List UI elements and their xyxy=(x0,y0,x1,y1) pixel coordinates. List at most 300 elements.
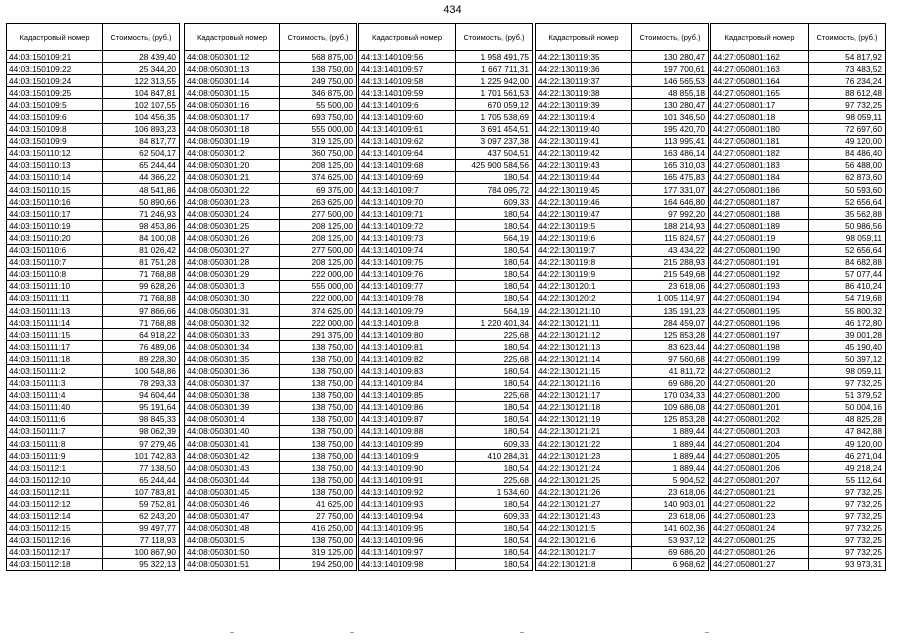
table-row xyxy=(185,280,357,292)
table-row xyxy=(359,546,533,558)
cost-cell: 180,54 xyxy=(456,413,533,425)
cost-cell: 48 825,28 xyxy=(809,413,886,425)
cost-cell: 71 246,93 xyxy=(103,208,180,220)
cadastral-number-cell: 44:13:140109:84 xyxy=(359,377,456,389)
cost-cell: 425 900 584,56 xyxy=(456,159,533,171)
table-row xyxy=(536,510,709,522)
cadastral-number-cell: 44:08:050301:35 xyxy=(185,353,280,365)
cost-cell: 222 000,00 xyxy=(280,268,357,280)
table-row xyxy=(536,63,709,75)
cadastral-number-cell: 44:22:130121:12 xyxy=(536,329,632,341)
cadastral-number-cell: 44:08:050301:44 xyxy=(185,474,280,486)
cadastral-number-cell: 44:13:140109:87 xyxy=(359,413,456,425)
table-row xyxy=(359,474,533,486)
cadastral-number-cell: 44:03:150109:25 xyxy=(7,87,103,99)
cost-cell: 170 034,33 xyxy=(632,389,709,401)
cadastral-number-cell: 44:08:050301:3 xyxy=(185,280,280,292)
cadastral-number-cell: 44:13:140109:96 xyxy=(359,534,456,546)
table-row xyxy=(359,280,533,292)
table-row xyxy=(185,159,357,171)
cost-cell: 1 889,44 xyxy=(632,425,709,437)
table-row xyxy=(536,147,709,159)
cadastral-number-cell: 44:13:140109:78 xyxy=(359,292,456,304)
cadastral-number-cell: 44:22:130120:1 xyxy=(536,280,632,292)
cadastral-number-cell: 44:08:050301:31 xyxy=(185,304,280,316)
table-row xyxy=(536,389,709,401)
cost-cell: 53 937,12 xyxy=(632,534,709,546)
cadastral-number-cell: 44:22:130119:38 xyxy=(536,87,632,99)
table-row xyxy=(711,534,886,546)
table-row xyxy=(7,232,180,244)
table-row xyxy=(359,317,533,329)
cadastral-number-cell: 44:08:050301:29 xyxy=(185,268,280,280)
cost-cell: 62 504,17 xyxy=(103,147,180,159)
table-row xyxy=(359,292,533,304)
cost-cell: 437 504,51 xyxy=(456,147,533,159)
cost-cell: 225,68 xyxy=(456,353,533,365)
cadastral-number-cell: 44:22:130121:17 xyxy=(536,389,632,401)
table-row xyxy=(185,196,357,208)
cadastral-number-cell: 44:27:050801:198 xyxy=(711,341,809,353)
cost-cell: 76 234,24 xyxy=(809,75,886,87)
table-row xyxy=(359,232,533,244)
table-row xyxy=(536,87,709,99)
cadastral-number-cell: 44:27:050801:23 xyxy=(711,510,809,522)
cost-cell: 208 125,00 xyxy=(280,220,357,232)
cadastral-number-cell: 44:03:150110:6 xyxy=(7,244,103,256)
cost-cell: 263 625,00 xyxy=(280,196,357,208)
cost-cell: 97 732,25 xyxy=(809,377,886,389)
cadastral-number-cell: 44:13:140109:85 xyxy=(359,389,456,401)
table-row xyxy=(185,111,357,123)
cost-cell: 180,54 xyxy=(456,498,533,510)
cadastral-number-cell: 44:22:130121:5 xyxy=(536,522,632,534)
table-row xyxy=(185,425,357,437)
table-row xyxy=(711,377,886,389)
cadastral-number-cell: 44:13:140109:72 xyxy=(359,220,456,232)
table-row xyxy=(185,123,357,135)
table-row xyxy=(359,365,533,377)
cost-cell: 69 375,00 xyxy=(280,184,357,196)
cadastral-number-cell: 44:27:050801:17 xyxy=(711,99,809,111)
cadastral-number-cell: 44:22:130121:7 xyxy=(536,546,632,558)
table-row xyxy=(359,425,533,437)
cadastral-number-cell: 44:27:050801:162 xyxy=(711,51,809,63)
table-row xyxy=(536,304,709,316)
cadastral-number-cell: 44:08:050301:34 xyxy=(185,341,280,353)
table-row xyxy=(711,256,886,268)
cost-cell: 180,54 xyxy=(456,280,533,292)
table-row xyxy=(7,462,180,474)
table-row xyxy=(359,244,533,256)
cadastral-number-cell: 44:08:050301:43 xyxy=(185,462,280,474)
cadastral-number-cell: 44:27:050801:19 xyxy=(711,232,809,244)
cadastral-number-cell: 44:08:050301:13 xyxy=(185,63,280,75)
cadastral-number-cell: 44:13:140109:92 xyxy=(359,486,456,498)
table-row xyxy=(536,196,709,208)
table-row xyxy=(359,63,533,75)
cost-cell: 180,54 xyxy=(456,377,533,389)
cost-cell: 54 817,92 xyxy=(809,51,886,63)
table-row xyxy=(711,413,886,425)
cost-cell: 101 346,50 xyxy=(632,111,709,123)
cadastral-number-cell: 44:27:050801:193 xyxy=(711,280,809,292)
table-row xyxy=(536,365,709,377)
cadastral-number-cell: 44:27:050801:203 xyxy=(711,425,809,437)
cadastral-number-cell: 44:22:130119:6 xyxy=(536,232,632,244)
cadastral-number-cell: 44:13:140109:8 xyxy=(359,317,456,329)
table-row xyxy=(711,401,886,413)
cadastral-number-cell: 44:03:150112:18 xyxy=(7,558,103,570)
cadastral-number-cell: 44:22:130119:7 xyxy=(536,244,632,256)
cadastral-number-cell: 44:08:050301:14 xyxy=(185,75,280,87)
cost-cell: 49 120,00 xyxy=(809,135,886,147)
cost-cell: 138 750,00 xyxy=(280,401,357,413)
cost-cell: 99 628,26 xyxy=(103,280,180,292)
cadastral-number-cell: 44:22:130121:14 xyxy=(536,353,632,365)
cost-cell: 95 322,13 xyxy=(103,558,180,570)
cadastral-number-cell: 44:08:050301:25 xyxy=(185,220,280,232)
cadastral-number-cell: 44:13:140109:62 xyxy=(359,135,456,147)
cadastral-number-cell: 44:27:050801:18 xyxy=(711,111,809,123)
cadastral-number-cell: 44:22:130119:9 xyxy=(536,268,632,280)
cost-cell: 72 697,60 xyxy=(809,123,886,135)
table-row xyxy=(359,208,533,220)
table-row xyxy=(7,498,180,510)
table-row xyxy=(711,510,886,522)
cost-cell: 1 889,44 xyxy=(632,450,709,462)
cadastral-number-cell: 44:22:130121:26 xyxy=(536,486,632,498)
table-row xyxy=(536,75,709,87)
cadastral-number-cell: 44:27:050801:24 xyxy=(711,522,809,534)
table-row xyxy=(359,304,533,316)
cost-cell: 23 618,06 xyxy=(632,280,709,292)
cost-cell: 76 489,06 xyxy=(103,341,180,353)
cadastral-number-cell: 44:03:150110:14 xyxy=(7,171,103,183)
cadastral-number-cell: 44:13:140109:68 xyxy=(359,159,456,171)
cost-cell: 69 686,20 xyxy=(632,377,709,389)
table-row xyxy=(711,87,886,99)
table-row xyxy=(7,389,180,401)
table-row xyxy=(7,111,180,123)
table-row xyxy=(185,546,357,558)
table-row xyxy=(7,87,180,99)
cadastral-number-cell: 44:13:140109:73 xyxy=(359,232,456,244)
table-row xyxy=(359,75,533,87)
cadastral-number-cell: 44:08:050301:37 xyxy=(185,377,280,389)
table-row xyxy=(711,196,886,208)
cost-cell: 97 732,25 xyxy=(809,522,886,534)
cost-cell: 56 488,00 xyxy=(809,159,886,171)
table-row xyxy=(711,389,886,401)
table-row xyxy=(359,377,533,389)
cadastral-number-cell: 44:03:150111:11 xyxy=(7,292,103,304)
cost-cell: 97 560,68 xyxy=(632,353,709,365)
cost-cell: 62 873,60 xyxy=(809,171,886,183)
cadastral-number-cell: 44:13:140109:79 xyxy=(359,304,456,316)
cadastral-number-cell: 44:08:050301:2 xyxy=(185,147,280,159)
cadastral-number-cell: 44:03:150111:17 xyxy=(7,341,103,353)
cadastral-number-cell: 44:13:140109:57 xyxy=(359,63,456,75)
cadastral-number-cell: 44:08:050301:19 xyxy=(185,135,280,147)
cost-cell: 360 750,00 xyxy=(280,147,357,159)
table-row xyxy=(185,353,357,365)
cadastral-number-cell: 44:13:140109:90 xyxy=(359,462,456,474)
table-row xyxy=(359,486,533,498)
cadastral-number-cell: 44:22:130121:18 xyxy=(536,401,632,413)
cadastral-number-cell: 44:08:050301:24 xyxy=(185,208,280,220)
cadastral-number-cell: 44:27:050801:205 xyxy=(711,450,809,462)
cost-cell: 73 483,52 xyxy=(809,63,886,75)
cadastral-number-cell: 44:03:150111:14 xyxy=(7,317,103,329)
cost-cell: 104 456,35 xyxy=(103,111,180,123)
cost-cell: 86 410,24 xyxy=(809,280,886,292)
cost-cell: 3 097 237,38 xyxy=(456,135,533,147)
table-row xyxy=(185,341,357,353)
cost-cell: 81 751,28 xyxy=(103,256,180,268)
cadastral-number-cell: 44:27:050801:189 xyxy=(711,220,809,232)
cadastral-number-cell: 44:27:050801:184 xyxy=(711,171,809,183)
table-row xyxy=(711,268,886,280)
cadastral-number-cell: 44:27:050801:202 xyxy=(711,413,809,425)
cost-cell: 215 288,93 xyxy=(632,256,709,268)
table-row xyxy=(711,474,886,486)
cost-cell: 48 855,18 xyxy=(632,87,709,99)
cadastral-number-cell: 44:03:150112:10 xyxy=(7,474,103,486)
cadastral-number-cell: 44:03:150112:15 xyxy=(7,522,103,534)
cost-cell: 180,54 xyxy=(456,558,533,570)
cadastral-number-cell: 44:22:130119:43 xyxy=(536,159,632,171)
cost-cell: 97 732,25 xyxy=(809,99,886,111)
cadastral-table-5 xyxy=(710,23,886,571)
table-row xyxy=(7,401,180,413)
cadastral-number-cell: 44:08:050301:26 xyxy=(185,232,280,244)
table-row xyxy=(185,498,357,510)
cadastral-number-cell: 44:22:130121:8 xyxy=(536,558,632,570)
cadastral-number-cell: 44:13:140109:59 xyxy=(359,87,456,99)
cost-cell: 98 059,11 xyxy=(809,111,886,123)
table-row xyxy=(536,522,709,534)
cadastral-number-cell: 44:22:130119:37 xyxy=(536,75,632,87)
cadastral-number-cell: 44:22:130121:15 xyxy=(536,365,632,377)
cost-cell: 138 750,00 xyxy=(280,486,357,498)
cadastral-number-cell: 44:27:050801:197 xyxy=(711,329,809,341)
cadastral-number-cell: 44:27:050801:165 xyxy=(711,87,809,99)
cost-cell: 140 903,01 xyxy=(632,498,709,510)
table-row xyxy=(536,486,709,498)
cadastral-number-cell: 44:27:050801:180 xyxy=(711,123,809,135)
table-row xyxy=(359,341,533,353)
cadastral-number-cell: 44:08:050301:42 xyxy=(185,450,280,462)
table-row xyxy=(536,159,709,171)
cost-cell: 319 125,00 xyxy=(280,135,357,147)
cadastral-number-cell: 44:03:150111:40 xyxy=(7,401,103,413)
header-cost: Стоимость, (руб.) xyxy=(456,24,533,51)
cadastral-number-cell: 44:22:130121:11 xyxy=(536,317,632,329)
cost-cell: 49 218,24 xyxy=(809,462,886,474)
cadastral-number-cell: 44:13:140109:91 xyxy=(359,474,456,486)
table-row xyxy=(7,474,180,486)
cost-cell: 1 958 491,75 xyxy=(456,51,533,63)
cadastral-number-cell: 44:03:150110:15 xyxy=(7,184,103,196)
cadastral-number-cell: 44:22:130119:47 xyxy=(536,208,632,220)
cadastral-number-cell: 44:22:130121:13 xyxy=(536,341,632,353)
cost-cell: 222 000,00 xyxy=(280,292,357,304)
cadastral-number-cell: 44:03:150109:21 xyxy=(7,51,103,63)
cost-cell: 284 459,07 xyxy=(632,317,709,329)
page-number: 434 xyxy=(443,4,462,16)
cadastral-number-cell: 44:08:050301:39 xyxy=(185,401,280,413)
cost-cell: 208 125,00 xyxy=(280,232,357,244)
header-cost: Стоимость, (руб.) xyxy=(632,24,709,51)
cadastral-number-cell: 44:27:050801:195 xyxy=(711,304,809,316)
table-row xyxy=(7,486,180,498)
cadastral-number-cell: 44:27:050801:20 xyxy=(711,377,809,389)
cost-cell: 95 191,64 xyxy=(103,401,180,413)
table-row xyxy=(711,159,886,171)
cadastral-number-cell: 44:13:140109:75 xyxy=(359,256,456,268)
cost-cell: 50 397,12 xyxy=(809,353,886,365)
cadastral-number-cell: 44:22:130119:36 xyxy=(536,63,632,75)
table-row xyxy=(185,220,357,232)
cadastral-number-cell: 44:22:130121:43 xyxy=(536,510,632,522)
cadastral-number-cell: 44:22:130119:45 xyxy=(536,184,632,196)
cost-cell: 180,54 xyxy=(456,220,533,232)
table-row xyxy=(185,63,357,75)
cost-cell: 197 700,61 xyxy=(632,63,709,75)
table-row xyxy=(185,244,357,256)
cadastral-number-cell: 44:13:140109:98 xyxy=(359,558,456,570)
cost-cell: 180,54 xyxy=(456,462,533,474)
table-row xyxy=(7,292,180,304)
cost-cell: 416 250,00 xyxy=(280,522,357,534)
cost-cell: 180,54 xyxy=(456,268,533,280)
cost-cell: 180,54 xyxy=(456,171,533,183)
table-row xyxy=(536,558,709,570)
cadastral-number-cell: 44:22:130119:8 xyxy=(536,256,632,268)
cadastral-number-cell: 44:27:050801:181 xyxy=(711,135,809,147)
cost-cell: 125 853,28 xyxy=(632,413,709,425)
table-row xyxy=(359,135,533,147)
cadastral-number-cell: 44:08:050301:50 xyxy=(185,546,280,558)
table-row xyxy=(7,99,180,111)
cost-cell: 146 565,53 xyxy=(632,75,709,87)
cadastral-number-cell: 44:27:050801:187 xyxy=(711,196,809,208)
cost-cell: 98 059,11 xyxy=(809,365,886,377)
table-header-row xyxy=(711,24,886,51)
table-row xyxy=(185,377,357,389)
table-row xyxy=(359,268,533,280)
cost-cell: 180,54 xyxy=(456,208,533,220)
table-row xyxy=(711,171,886,183)
table-row xyxy=(185,232,357,244)
table-row xyxy=(711,546,886,558)
cost-cell: 346 875,00 xyxy=(280,87,357,99)
cost-cell: 784 095,72 xyxy=(456,184,533,196)
cost-cell: 374 625,00 xyxy=(280,304,357,316)
cost-cell: 410 284,31 xyxy=(456,450,533,462)
cost-cell: 52 656,64 xyxy=(809,244,886,256)
table-row xyxy=(7,280,180,292)
table-row xyxy=(359,498,533,510)
table-row xyxy=(536,244,709,256)
cadastral-number-cell: 44:27:050801:186 xyxy=(711,184,809,196)
cadastral-table-4 xyxy=(535,23,709,571)
cadastral-number-cell: 44:08:050301:23 xyxy=(185,196,280,208)
table-row xyxy=(7,147,180,159)
cost-cell: 97 732,25 xyxy=(809,546,886,558)
table-row xyxy=(711,498,886,510)
cost-cell: 165 310,03 xyxy=(632,159,709,171)
cost-cell: 138 750,00 xyxy=(280,534,357,546)
cadastral-number-cell: 44:08:050301:32 xyxy=(185,317,280,329)
cadastral-number-cell: 44:13:140109:61 xyxy=(359,123,456,135)
table-row xyxy=(536,232,709,244)
cadastral-number-cell: 44:03:150109:22 xyxy=(7,63,103,75)
cadastral-number-cell: 44:13:140109:89 xyxy=(359,438,456,450)
cost-cell: 5 904,52 xyxy=(632,474,709,486)
cadastral-number-cell: 44:22:130119:40 xyxy=(536,123,632,135)
table-row xyxy=(711,304,886,316)
cost-cell: 71 768,88 xyxy=(103,317,180,329)
cost-cell: 564,19 xyxy=(456,232,533,244)
cost-cell: 138 750,00 xyxy=(280,438,357,450)
cost-cell: 84 100,08 xyxy=(103,232,180,244)
table-row xyxy=(185,256,357,268)
cost-cell: 97 866,66 xyxy=(103,304,180,316)
cadastral-number-cell: 44:03:150111:4 xyxy=(7,389,103,401)
cadastral-number-cell: 44:22:130121:6 xyxy=(536,534,632,546)
table-row xyxy=(536,450,709,462)
cost-cell: 3 691 454,51 xyxy=(456,123,533,135)
cost-cell: 180,54 xyxy=(456,425,533,437)
cost-cell: 97 992,20 xyxy=(632,208,709,220)
cost-cell: 98 453,86 xyxy=(103,220,180,232)
cost-cell: 225,68 xyxy=(456,474,533,486)
cost-cell: 249 750,00 xyxy=(280,75,357,87)
cadastral-number-cell: 44:03:150111:18 xyxy=(7,353,103,365)
cadastral-number-cell: 44:27:050801:25 xyxy=(711,534,809,546)
cadastral-number-cell: 44:27:050801:190 xyxy=(711,244,809,256)
table-row xyxy=(7,63,180,75)
table-row xyxy=(185,486,357,498)
cadastral-number-cell: 44:13:140109:82 xyxy=(359,353,456,365)
cadastral-number-cell: 44:03:150112:11 xyxy=(7,486,103,498)
cost-cell: 77 118,93 xyxy=(103,534,180,546)
cadastral-number-cell: 44:08:050301:45 xyxy=(185,486,280,498)
table-row xyxy=(7,438,180,450)
table-row xyxy=(536,51,709,63)
cost-cell: 101 742,83 xyxy=(103,450,180,462)
table-row xyxy=(711,462,886,474)
cost-cell: 130 280,47 xyxy=(632,99,709,111)
cadastral-number-cell: 44:08:050301:27 xyxy=(185,244,280,256)
cost-cell: 138 750,00 xyxy=(280,377,357,389)
cost-cell: 100 548,86 xyxy=(103,365,180,377)
cadastral-number-cell: 44:22:130119:46 xyxy=(536,196,632,208)
cadastral-number-cell: 44:22:130119:39 xyxy=(536,99,632,111)
cost-cell: 277 500,00 xyxy=(280,244,357,256)
cost-cell: 609,33 xyxy=(456,438,533,450)
cadastral-number-cell: 44:13:140109:6 xyxy=(359,99,456,111)
cost-cell: 99 497,77 xyxy=(103,522,180,534)
table-row xyxy=(7,425,180,437)
cost-cell: 50 986,56 xyxy=(809,220,886,232)
table-header-row xyxy=(7,24,180,51)
cadastral-number-cell: 44:08:050301:30 xyxy=(185,292,280,304)
cost-cell: 693 750,00 xyxy=(280,111,357,123)
table-row xyxy=(359,438,533,450)
